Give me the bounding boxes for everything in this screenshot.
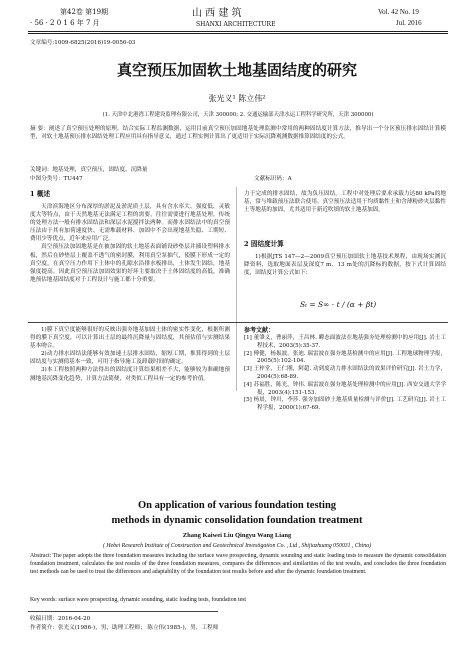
section-2-title: 2 固结度计算 [244,240,284,248]
conclusion-paragraph: 1)膜下真空度能够很好的反映出强夯地基加固土体的密实性变化，根据所测得的膜下真空度，可以计算出土层的最终沉降量与固结度，其预估值与实测结果基本吻合。 [30,327,230,350]
english-affiliation: ( Hebei Research Institute of Construction and Geotechnical Investigation Co. , Ltd , Shijiazhuang 050031 , China) [102,543,372,549]
keywords-cn: 关键词：地基处理，真空预压，固结度，沉降量 [30,167,148,173]
english-title-line2: methods in dynamic consolidation foundation treatment [111,515,363,526]
clc-number: 中图分类号：TU447 [30,176,83,182]
conclusion-paragraph: 3)本工程按照两种方法得出的固结度计算结果相差不大，能够较为准确地预测地基沉降变化趋势，计算方法简便，对类似工程具有一定的参考价值。 [30,367,230,382]
english-keywords: Key words: surface wave prospecting, dynamic sounding, static loading tests, foundation test [30,597,247,603]
abstract-cn: 摘 要：阐述了真空预压处理的原理，结合实际工程监测数据，运用目前真空预压加固地基处理监测中常用的两种固结度计算方法，推导出一个分区预压排水固结计算模型，对软土地基预压排水固结处理工程应用具有指导意义，通过工程实例计算出了更适用于实际沉降观测数据推算固结度的公式。 [30,126,446,141]
footer-rule [28,611,218,612]
english-abstract: Abstract: The paper adopts the three foundation measures including the surface wave prospecting, dynamic sounding and static loading tests to measure the dynamic consolidation foundation treatment, calculates the test results of the three foundation measures, compares the differences and similarities of the test results, and concludes the three foundation test methods can be used to treat the differences and adaptability of the foundation test results before and after the dynamic foundation treatment. [30,553,446,575]
english-title-line1: On application of various foundation testing [137,500,337,511]
affiliations: (1. 天津中北港湾工程建设监理有限公司，天津 300000; 2. 交通运输部天津水运工程科学研究所，天津 300000) [102,112,374,118]
header-volume-en: Vol. 42 No. 19 [378,8,419,16]
authors: 张光义¹ 陈立伟² [208,94,266,103]
journal-name-cn: 山 西 建 筑 [192,8,242,19]
section-2-paragraph: 1)根据JTS 147—2—2009真空预压加固软土地基技术规程，由现场实测沉降资料，选取地面表层及深度7 m、13 m处的沉降标的数据，按下式计算固结度，固结度计算公式如下: [244,254,446,277]
conclusion-left [30,326,230,410]
reference-item: [5] 杨晨，钟川，李莎. 强夯加固砂土地基质量检测与评价[J]. 工艺研究[J]. 岩土工程学报，2000(1):67-69. [244,397,446,412]
column-divider [236,187,237,391]
journal-name-en: SHANXI ARCHITECTURE [196,21,276,28]
references [244,326,446,413]
section-rule [28,322,448,323]
header-page-date: · 56 · 2 0 1 6 年 7 月 [30,19,100,27]
reference-item: [3] 王梓堂，王仁刚，阿超. 动到度动力排水固结法的效果评价研究[J]. 岩土力学，2004(5):68-89. [244,366,446,380]
author-bio: 作者简介：张光义(1986-)，男，助理工程师； 陈立伟(1985-)，男，工程师 [30,625,219,631]
header-rule-thin [28,33,448,34]
conclusion-paragraph: 2)动力排水固结法能够有效加速土层排水固结，缩短工期，推算得到的土层固结度与实测值基本一致，可用于指导施工及卸载时间的确定。 [30,351,230,366]
right-column-text: 力于完成的排水固结，故为负压固结。工程中对处理后要求承载力达80 kPa的地基，常与堆载预压法联合使用。真空预压法适用于均质黏性土和含薄粉砂夹层黏性土等地基的加固，尤其适用于新近吹填的软土地基加固。 [244,191,446,214]
header-date-en: Jul. 2016 [396,19,422,27]
paper-title: 真空预压加固软土地基固结度的研究 [116,61,357,79]
section-1-paragraph: 真空预压法加固地基是在被加固的软土地基表面铺设砂垫层并插设塑料排水板，然后在砂垫层上覆盖不透气的密封膜，利用真空泵抽气，使膜下形成一定的真空度，在真空压力作用下土体中的孔隙水沿排水板排出，土体发生固结，地基强度提高。因此真空预压法加固效果的好坏主要取决于土体固结度的高低，准确地预估地基固结度对于工程设计与施工都十分重要。 [30,244,230,283]
header-rule [28,31,448,32]
section-2-text [244,253,446,295]
consolidation-formula: Sₜ = S∞ · t / (α + βt) [300,300,377,309]
reference-item: [2] 傅健，杨振波，张迪. 瑞雷波在强夯地基检测中的应用[J]. 工程地球物理学报，2005(5):102-104. [244,350,446,365]
reference-item: [1] 董肇义，曹丽萍，王昌林. 瞬态面波法在地基强夯处理检测中的应用[J]. 岩土工程技术，2003(5):35-37. [244,335,446,349]
document-code: 文献标识码：A [254,176,292,182]
section-1-title: 1 概述 [30,190,51,198]
received-date: 收稿日期：2016-04-20 [30,616,91,622]
header-volume: 第42卷 第19期 [60,8,109,16]
references-title: 参考文献： [244,327,275,334]
article-number: 文章编号:1009-6825(2016)19-0056-03 [30,40,136,46]
english-authors: Zhang Kaiwei Liu Qingyu Wang Liang [182,532,292,539]
reference-item: [4] 苏福胜，陈光，钟伟. 瑞雷波在强夯地基处理检测中的应用[J]. 西安交通大学学报，2003(4):151-153. [244,381,446,396]
section-1-paragraph: 天津滨海地区分布深厚的淤泥及淤泥质土层，具有含水率大、强度低、灵敏度大等特点，由于天然地基无法满足工程的需要，往往需要进行地基处理。传统的处理方法一般有排水固结法和深层水泥搅拌法两种。而排水固结法中的真空预压法由于其有加荷速度快、无需堆载材料、加固中不会出现地基失稳、工期短、费用少等优点，近年来应用广泛。 [30,204,230,243]
